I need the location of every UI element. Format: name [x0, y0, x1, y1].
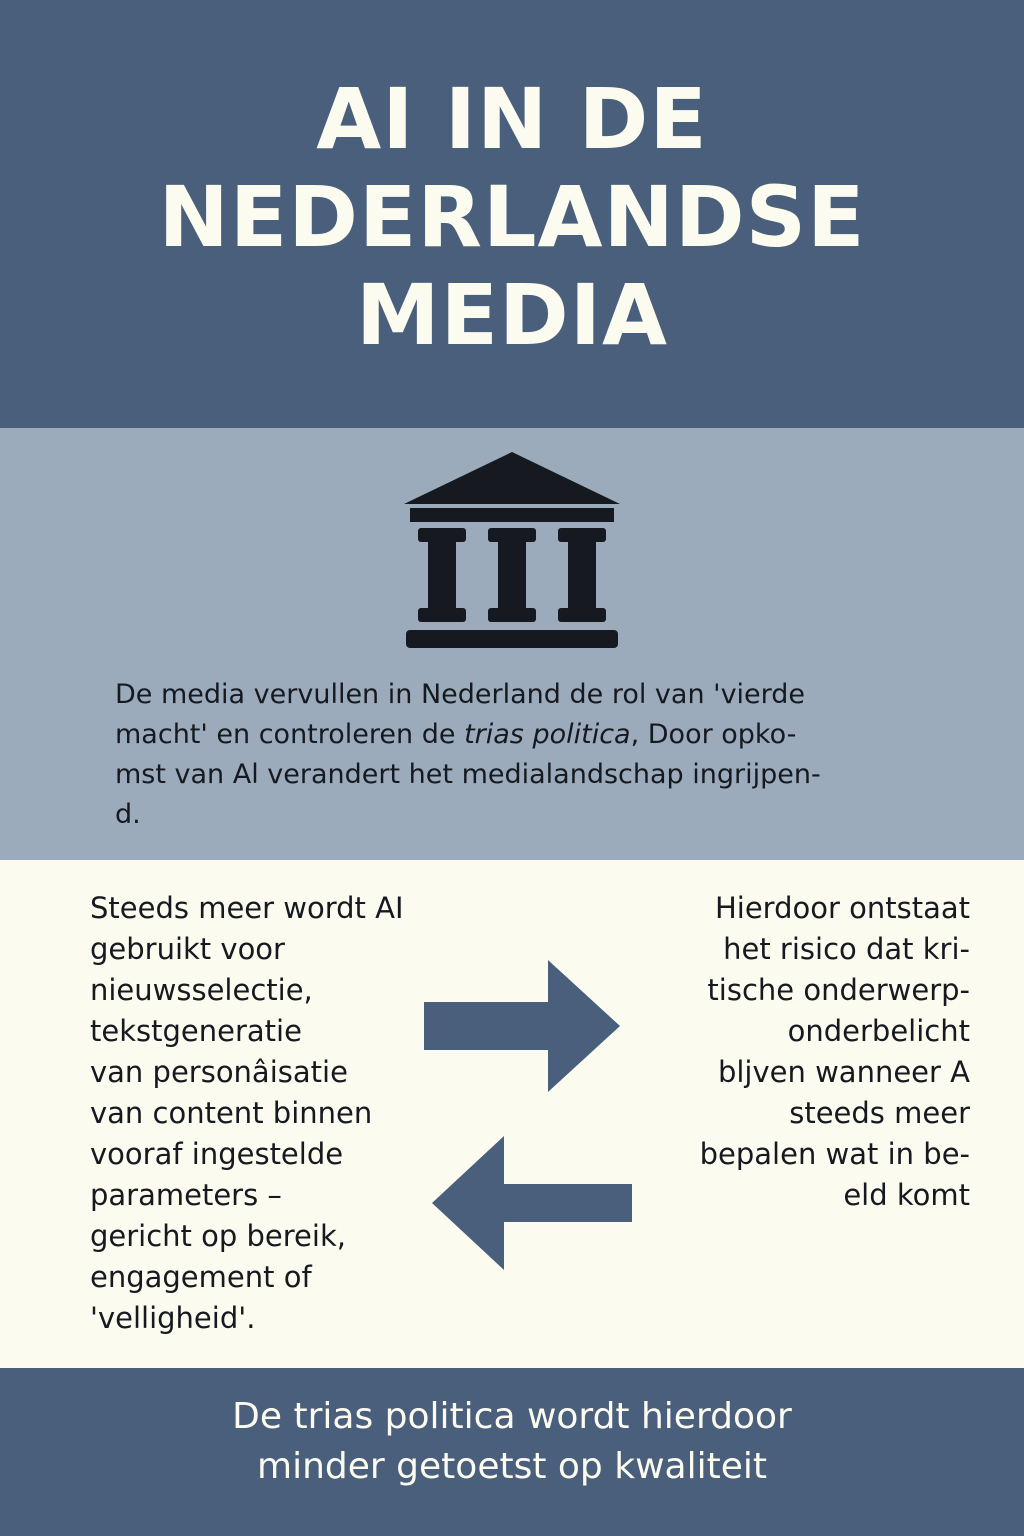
left-line: parameters – [90, 1178, 282, 1212]
arrow-right-icon [424, 960, 620, 1092]
right-line: het risico dat kri- [723, 932, 970, 966]
arrow-left-icon [432, 1136, 632, 1270]
left-line: van content binnen [90, 1096, 373, 1130]
right-line: tische onderwerp- [707, 973, 970, 1007]
title-line-2: NEDERLANDSE [158, 168, 866, 266]
left-line: Steeds meer wordt AI [90, 891, 404, 925]
left-line: gericht op bereik, [90, 1219, 346, 1253]
intro-line-4: d. [115, 799, 141, 830]
right-line: bepalen wat in be- [699, 1137, 970, 1171]
left-line: nieuwsselectie, [90, 973, 313, 1007]
trias-politica-term: trias politica [464, 719, 631, 750]
title-line-3: MEDIA [356, 266, 668, 364]
intro-paragraph [115, 675, 975, 835]
right-line: onderbelicht [787, 1014, 970, 1048]
architrave [410, 508, 614, 522]
right-line: steeds meer [789, 1096, 970, 1130]
column-middle [488, 528, 536, 622]
intro-line-2 [115, 715, 975, 755]
ai-usage-paragraph [90, 888, 430, 1339]
right-line: Hierdoor ontstaat [714, 891, 970, 925]
left-line: engagement of [90, 1260, 312, 1294]
right-line: bljven wanneer A [717, 1055, 970, 1089]
building-columns-icon [404, 452, 620, 652]
left-line: 'velligheid'. [90, 1301, 256, 1335]
page-title [0, 70, 1024, 364]
left-line: tekstgeneratie [90, 1014, 302, 1048]
pediment [404, 452, 620, 504]
footer-line-2: minder getoetst op kwaliteit [257, 1446, 767, 1487]
risk-paragraph [640, 888, 970, 1216]
left-line: vooraf ingestelde [90, 1137, 344, 1171]
column-right [558, 528, 606, 622]
intro-line-2-end: , Door opko- [630, 719, 797, 750]
column-left [418, 528, 466, 622]
intro-line-3: mst van Al verandert het medialandschap ingrijpen- [115, 759, 821, 790]
footer-line-1: De trias politica wordt hierdoor [232, 1396, 792, 1437]
intro-line-2-start: macht' en controleren de [115, 719, 465, 750]
base-step [406, 630, 618, 648]
left-line: van personâisatie [90, 1055, 348, 1089]
left-line: gebruikt voor [90, 932, 285, 966]
right-line: eld komt [843, 1178, 970, 1212]
intro-line-1: De media vervullen in Nederland de rol van 'vierde [115, 679, 806, 710]
title-line-1: AI IN DE [316, 70, 708, 168]
conclusion-text [0, 1392, 1024, 1492]
